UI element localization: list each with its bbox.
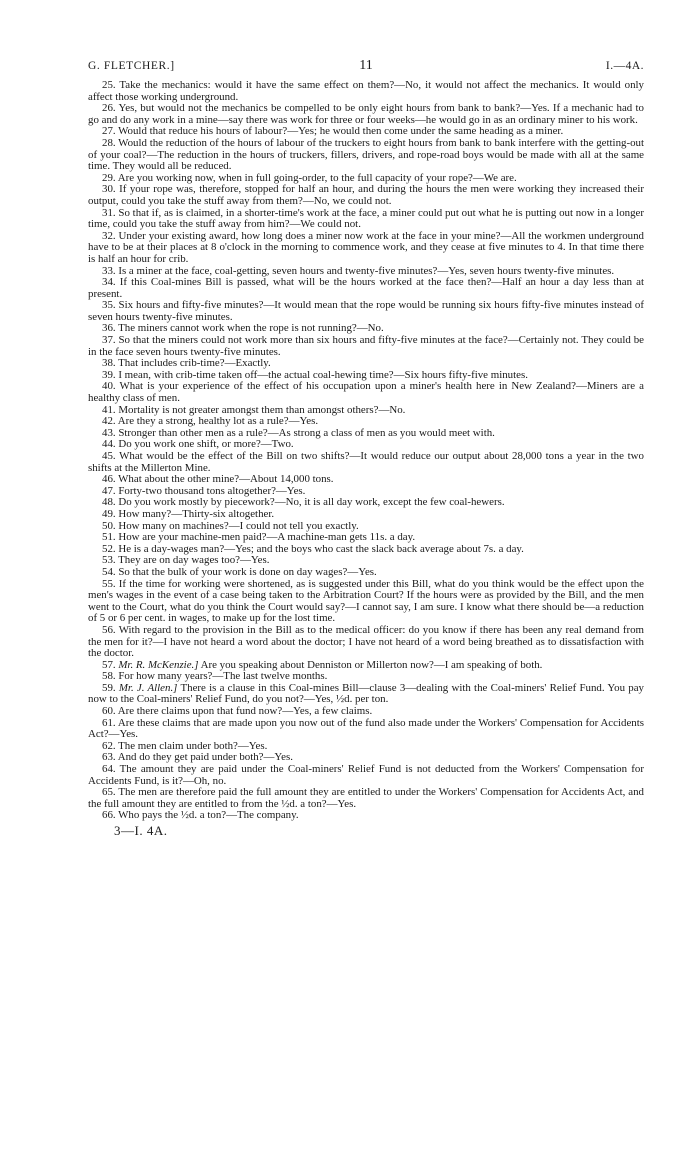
speaker-name: Mr. R. McKenzie.]: [118, 658, 199, 671]
qa-paragraph: 45. What would be the effect of the Bill on two shifts?—It would reduce our output about 28,000 tons a year in the two shifts at the Millerton Mine.: [88, 450, 644, 474]
qa-paragraph: 63. And do they get paid under both?—Yes.: [102, 751, 293, 764]
qa-paragraph: 50. How many on machines?—I could not tell you exactly.: [102, 519, 359, 532]
qa-paragraph: 38. That includes crib-time?—Exactly.: [102, 357, 271, 370]
qa-paragraph: 61. Are these claims that are made upon you now out of the fund also made under the Workers' Compensation for Accidents Act?—Yes.: [88, 716, 644, 741]
qa-paragraph: 53. They are on day wages too?—Yes.: [102, 554, 270, 567]
qa-paragraph: 29. Are you working now, when in full going-order, to the full capacity of your rope?—We are.: [102, 171, 517, 184]
qa-paragraph: 37. So that the miners could not work more than six hours and fifty-five minutes at the face?—Certainly not. They could be in the face seven hours twenty-five minutes.: [88, 334, 644, 358]
qa-paragraph: 28. Would the reduction of the hours of labour of the truckers to eight hours from bank to bank interfere with the getting-out of your coal?—The reduction in the hours of truckers, fillers, drivers, and rope-road boys would be made with all at the same time. They would all be reduced.: [88, 136, 644, 173]
qa-paragraph: [88, 683, 644, 706]
qa-paragraph: 49. How many?—Thirty-six altogether.: [102, 507, 275, 520]
qa-paragraph: 58. For how many years?—The last twelve months.: [102, 670, 328, 683]
paper-reference: I.—4A.: [605, 60, 644, 72]
qa-paragraph: 47. Forty-two thousand tons altogether?—Yes.: [102, 484, 306, 497]
signature-mark: 3—I. 4A.: [114, 823, 168, 838]
qa-paragraph: 40. What is your experience of the effect of his occupation upon a miner's health here in New Zealand?—Miners are a healthy class of men.: [88, 380, 644, 405]
qa-paragraph: 60. Are there claims upon that fund now?—Yes, a few claims.: [102, 705, 373, 718]
qa-paragraph: 66. Who pays the ½d. a ton?—The company.: [102, 809, 299, 822]
question-number: 57.: [102, 658, 119, 671]
qa-paragraph: 46. What about the other mine?—About 14,000 tons.: [102, 473, 334, 486]
qa-paragraph: 64. The amount they are paid under the Coal-miners' Relief Fund is not deducted from the Workers' Compensation for Accidents Fund, is it?—Oh, no.: [88, 763, 644, 787]
qa-paragraph: 41. Mortality is not greater amongst them than amongst others?—No.: [102, 403, 406, 416]
qa-paragraph: 52. He is a day-wages man?—Yes; and the boys who cast the slack back average about 7s. a day.: [102, 542, 524, 555]
qa-paragraph: 25. Take the mechanics: would it have the same effect on them?—No, it would not affect the mechanics. It would only affect those working underground.: [88, 79, 644, 103]
qa-paragraph: 51. How are your machine-men paid?—A machine-man gets 11s. a day.: [102, 531, 416, 544]
page-number: 11: [359, 58, 373, 73]
qa-paragraph: 54. So that the bulk of your work is done on day wages?—Yes.: [102, 565, 377, 578]
qa-paragraph: 48. Do you work mostly by piecework?—No, it is all day work, except the few coal-hewers.: [102, 496, 505, 509]
qa-paragraph: 33. Is a miner at the face, coal-getting, seven hours and twenty-five minutes?—Yes, seven hours twenty-five minutes.: [102, 264, 615, 277]
qa-text: There is a clause in this Coal-mines Bill—clause 3—dealing with the Coal-miners' Relief Fund. You pay now to the Coal-miners' Relief Fund, do you not?—Yes, ½d. per ton.: [88, 681, 644, 706]
witness-name: G. FLETCHER.]: [88, 60, 175, 72]
qa-paragraph: 30. If your rope was, therefore, stopped for half an hour, and during the hours the men were working they increased their output, could you take the stuff away from them?—No, we could not.: [88, 183, 644, 207]
qa-paragraph: 27. Would that reduce his hours of labour?—Yes; he would then come under the same heading as a miner.: [102, 125, 564, 138]
qa-paragraph: 42. Are they a strong, healthy lot as a rule?—Yes.: [102, 415, 319, 428]
speaker-name: Mr. J. Allen.]: [118, 681, 178, 694]
qa-paragraph: 55. If the time for working were shortened, as is suggested under this Bill, what do you think would be the effect upon the men's wages in the event of a case being taken to the Arbitration Court? If the hours were as provided by the Bill, and the men went to the Court, what do you think the Court would say?—I cannot say, I am sure. I know what there should be—a reduction of 5 or 6 per cent. in wages, to make up for the lost time.: [88, 577, 644, 625]
question-number: 59.: [102, 681, 119, 694]
qa-paragraph: 62. The men claim under both?—Yes.: [102, 739, 268, 752]
qa-paragraph: 36. The miners cannot work when the rope is not running?—No.: [102, 322, 384, 335]
document-page: [88, 58, 644, 839]
qa-paragraph: 35. Six hours and fifty-five minutes?—It would mean that the rope would be running six hours fifty-five minutes instead of seven hours twenty-five minutes.: [88, 299, 644, 323]
qa-paragraph: 39. I mean, with crib-time taken off—the actual coal-hewing time?—Six hours fifty-five minutes.: [102, 368, 528, 381]
page-header: [88, 58, 644, 80]
qa-paragraph: 65. The men are therefore paid the full amount they are entitled to under the Workers' Compensation for Accidents Act, and the full amount they are entitled to from the ½d. a ton?—Yes.: [88, 786, 644, 810]
qa-paragraph: 34. If this Coal-mines Bill is passed, what will be the hours worked at the face then?—Half an hour a day less than at present.: [88, 276, 644, 300]
qa-paragraph: 31. So that if, as is claimed, in a shorter-time's work at the face, a miner could put out what he is putting out now in a longer time, could you take the stuff away from him?—We could not.: [88, 206, 644, 231]
qa-paragraph: 26. Yes, but would not the mechanics be compelled to be only eight hours from bank to bank?—Yes. If a mechanic had to go and do any work in a mine—say there was work for three or four weeks—he would go in as an ordinary miner to his work.: [88, 102, 644, 126]
evidence-body: [88, 80, 644, 822]
qa-paragraph: 32. Under your existing award, how long does a miner now work at the face in your mine?—All the workmen underground have to be at their places at 8 o'clock in the morning to commence work, and they cease at five minutes to 4. In that time there is half an hour for crib.: [88, 229, 644, 265]
qa-paragraph: 43. Stronger than other men as a rule?—As strong a class of men as you would meet with.: [102, 426, 495, 439]
qa-paragraph: 44. Do you work one shift, or more?—Two.: [102, 438, 294, 451]
qa-paragraph: 56. With regard to the provision in the Bill as to the medical officer: do you know if there has been any real demand from the men for it?—I have not heard a word about the doctor; I have not heard of a word being breathed as to dissatisfaction with the doctor.: [88, 623, 644, 660]
qa-text: Are you speaking about Denniston or Millerton now?—I am speaking of both.: [198, 658, 543, 671]
